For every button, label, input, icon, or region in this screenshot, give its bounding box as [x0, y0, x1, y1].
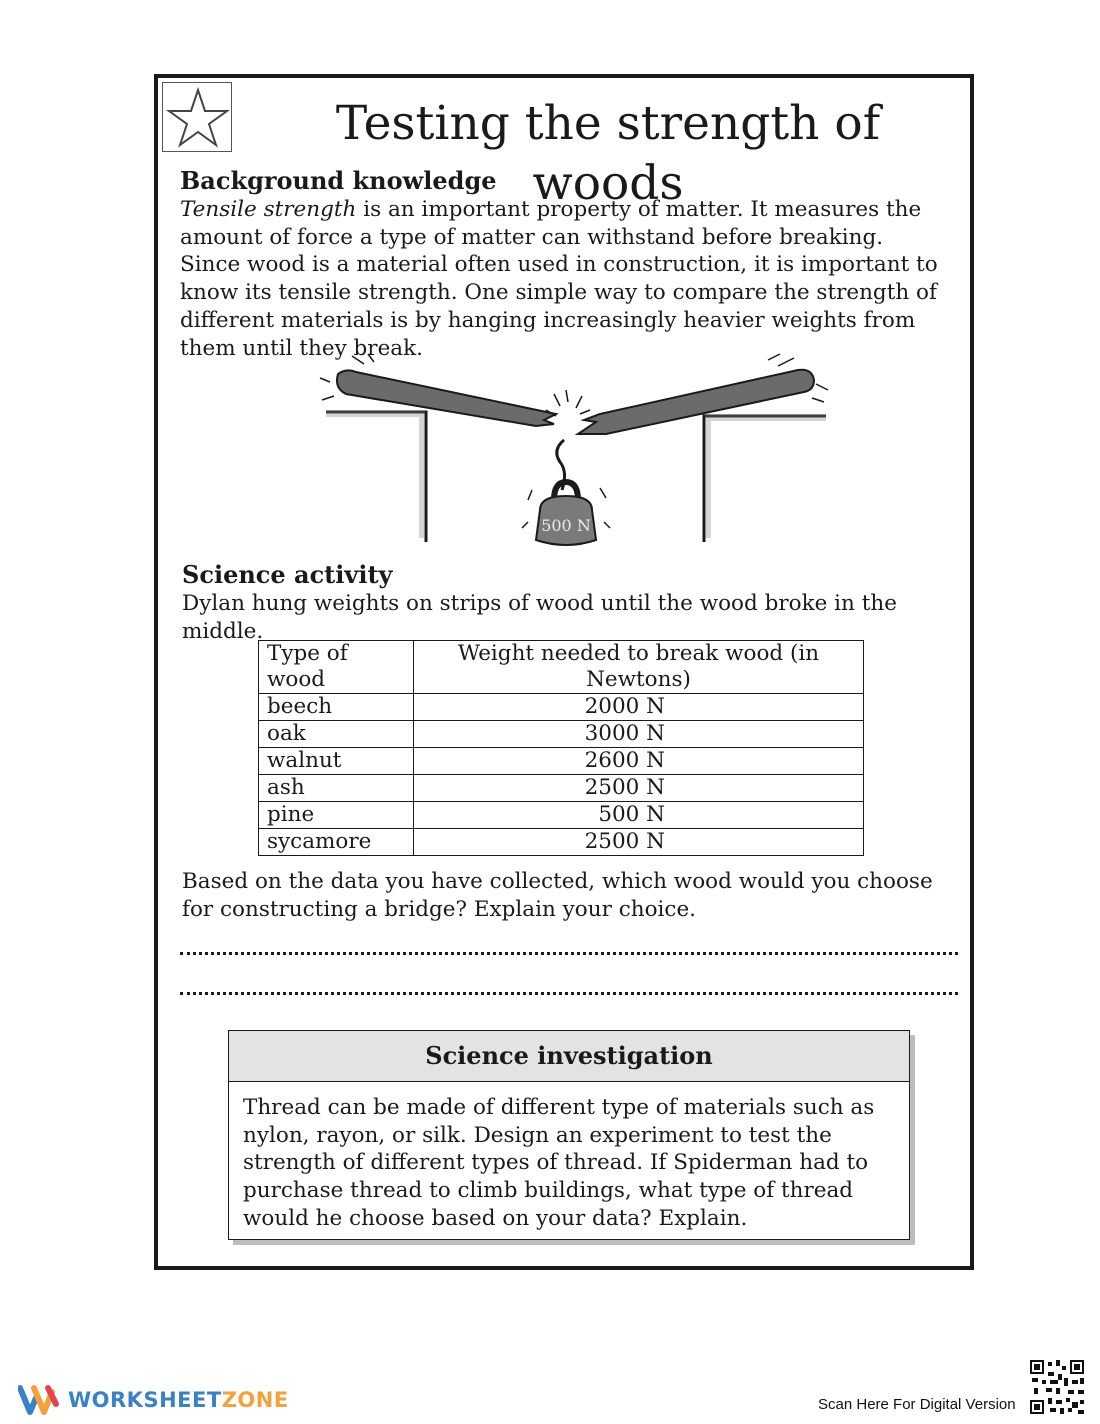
- wood-strength-table: [258, 640, 864, 856]
- background-paragraph: [180, 196, 940, 362]
- column-header-weight: Weight needed to break wood (in Newtons): [414, 641, 864, 694]
- weight-cell: 3000 N: [414, 721, 864, 748]
- table-row: [259, 829, 864, 856]
- investigation-text: Thread can be made of different type of materials such as nylon, rayon, or silk. Design an experiment to test the strength of different types of thread. If Spiderman had to purchase thread to climb buildings, what type of thread would he choose based on your data? Explain.: [243, 1095, 875, 1231]
- worksheet-frame: [154, 74, 974, 1270]
- weight-label: 500 N: [541, 516, 591, 535]
- wood-type-cell: sycamore: [259, 829, 414, 856]
- scan-text: Scan Here For Digital Version: [818, 1396, 1016, 1413]
- worksheetzone-logo-icon: [18, 1384, 60, 1416]
- wood-type-cell: pine: [259, 802, 414, 829]
- table-row: [259, 775, 864, 802]
- answer-line-1[interactable]: [180, 952, 958, 955]
- table-row: [259, 694, 864, 721]
- weight-cell: 2500 N: [414, 775, 864, 802]
- weight-cell: 500 N: [414, 802, 864, 829]
- tensile-strength-term: Tensile strength: [180, 197, 357, 222]
- science-investigation-box: [228, 1030, 910, 1240]
- background-text: is an important property of matter. It measures the amount of force a type of matter can withstand before breaking. Since wood is a material often used in construction, it is important to know its tensile strength. One simple way to compare the strength of different materials is by hanging increasingly heavier weights from them until they break.: [180, 197, 938, 361]
- weight-cell: 2000 N: [414, 694, 864, 721]
- right-wood-piece: [578, 370, 814, 434]
- wood-type-cell: walnut: [259, 748, 414, 775]
- left-table: [326, 412, 426, 542]
- left-wood-piece: [337, 370, 556, 426]
- right-table: [704, 416, 826, 542]
- table-header-row: [259, 641, 864, 694]
- weight-cell: 2600 N: [414, 748, 864, 775]
- question-line-1: Based on the data you have collected, which wood would you choose: [182, 869, 933, 894]
- brand-name: [68, 1388, 289, 1412]
- brand-part-2: ZONE: [221, 1388, 289, 1412]
- weight-cell: 2500 N: [414, 829, 864, 856]
- star-box: [162, 82, 232, 152]
- background-heading: Background knowledge: [180, 166, 497, 195]
- column-header-type: Type of wood: [259, 641, 414, 694]
- worksheetzone-logo[interactable]: [18, 1384, 289, 1416]
- broken-wood-illustration: [316, 350, 836, 550]
- qr-code-icon[interactable]: [1028, 1358, 1086, 1416]
- activity-text: Dylan hung weights on strips of wood until the wood broke in the middle.: [182, 591, 897, 644]
- brand-part-1: WORKSHEET: [68, 1388, 222, 1412]
- page-title: Testing the strength of woods: [335, 96, 881, 211]
- wood-type-cell: oak: [259, 721, 414, 748]
- question-line-2: for constructing a bridge? Explain your choice.: [182, 897, 697, 922]
- table-row: [259, 802, 864, 829]
- investigation-heading: Science investigation: [229, 1031, 909, 1082]
- table-row: [259, 748, 864, 775]
- activity-heading: Science activity: [182, 560, 393, 589]
- star-icon: [163, 83, 233, 153]
- table-row: [259, 721, 864, 748]
- answer-line-2[interactable]: [180, 992, 958, 995]
- wood-type-cell: beech: [259, 694, 414, 721]
- wood-type-cell: ash: [259, 775, 414, 802]
